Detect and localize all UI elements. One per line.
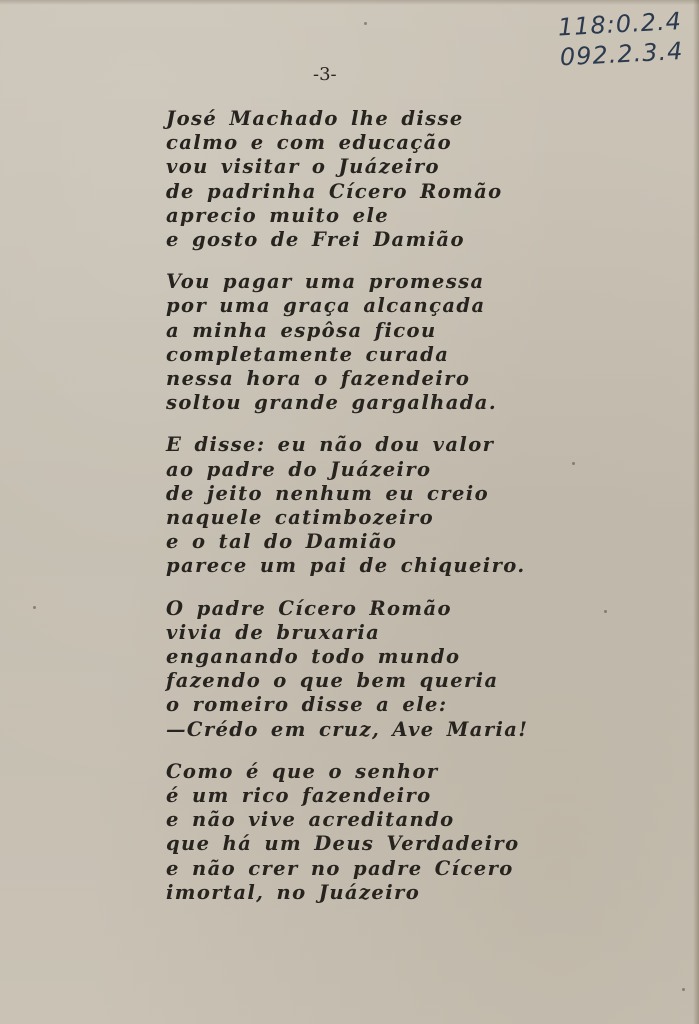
verse-line: fazendo o que bem queria [166,669,499,693]
paper-speck [33,606,36,609]
paper-speck [572,462,575,465]
verse-line: a minha espôsa ficou [166,318,437,342]
verse-line: E disse: eu não dou valor [166,433,495,457]
stanza-2 [166,270,546,415]
verse-line: e o tal do Damião [166,530,398,554]
verse-line: é um rico fazendeiro [166,784,432,808]
verse-line: —Crédo em cruz, Ave Maria! [166,717,529,741]
poem [166,107,546,923]
verse-line: ao padre do Juázeiro [166,457,432,481]
page-number: -3- [313,64,337,85]
handwritten-catalog-number [521,6,684,74]
catalog-number-line-1: 118:0.2.4 [557,6,683,42]
verse-line: calmo e com educação [166,131,453,155]
verse-line: de jeito nenhum eu creio [166,481,489,505]
verse-line: nessa hora o fazendeiro [166,367,471,391]
verse-line: José Machado lhe disse [166,107,464,130]
stanza-3 [166,433,546,578]
paper-speck [364,22,367,25]
stanza-4 [166,597,546,742]
catalog-number-line-2: 092.2.3.4 [559,36,685,72]
verse-line: imortal, no Juázeiro [166,880,421,904]
verse-line: o romeiro disse a ele: [166,693,448,717]
verse-line: naquele catimbozeiro [166,506,434,530]
verse-line: vou visitar o Juázeiro [166,155,440,179]
paper-edge-right [693,0,699,1024]
verse-line: que há um Deus Verdadeiro [166,832,520,856]
verse-line: de padrinha Cícero Romão [166,179,503,203]
verse-line: e não vive acreditando [166,808,455,832]
verse-line: Como é que o senhor [166,759,439,783]
verse-line: e gosto de Frei Damião [166,228,465,252]
verse-line: Vou pagar uma promessa [166,270,485,294]
verse-line: aprecio muito ele [166,203,390,227]
verse-line: completamente curada [166,342,450,366]
verse-line: por uma graça alcançada [166,294,486,318]
paper-speck [604,610,607,613]
stanza-1 [166,107,546,252]
paper-edge-top [0,0,699,5]
verse-line: e não crer no padre Cícero [166,856,514,880]
verse-line: O padre Cícero Romão [166,596,452,620]
stanza-5 [166,760,546,905]
verse-line: parece um pai de chiqueiro. [166,554,526,578]
verse-line: vivia de bruxaria [166,620,381,644]
verse-line: enganando todo mundo [166,645,461,669]
verse-line: soltou grande gargalhada. [166,391,498,415]
paper-speck [682,988,685,991]
